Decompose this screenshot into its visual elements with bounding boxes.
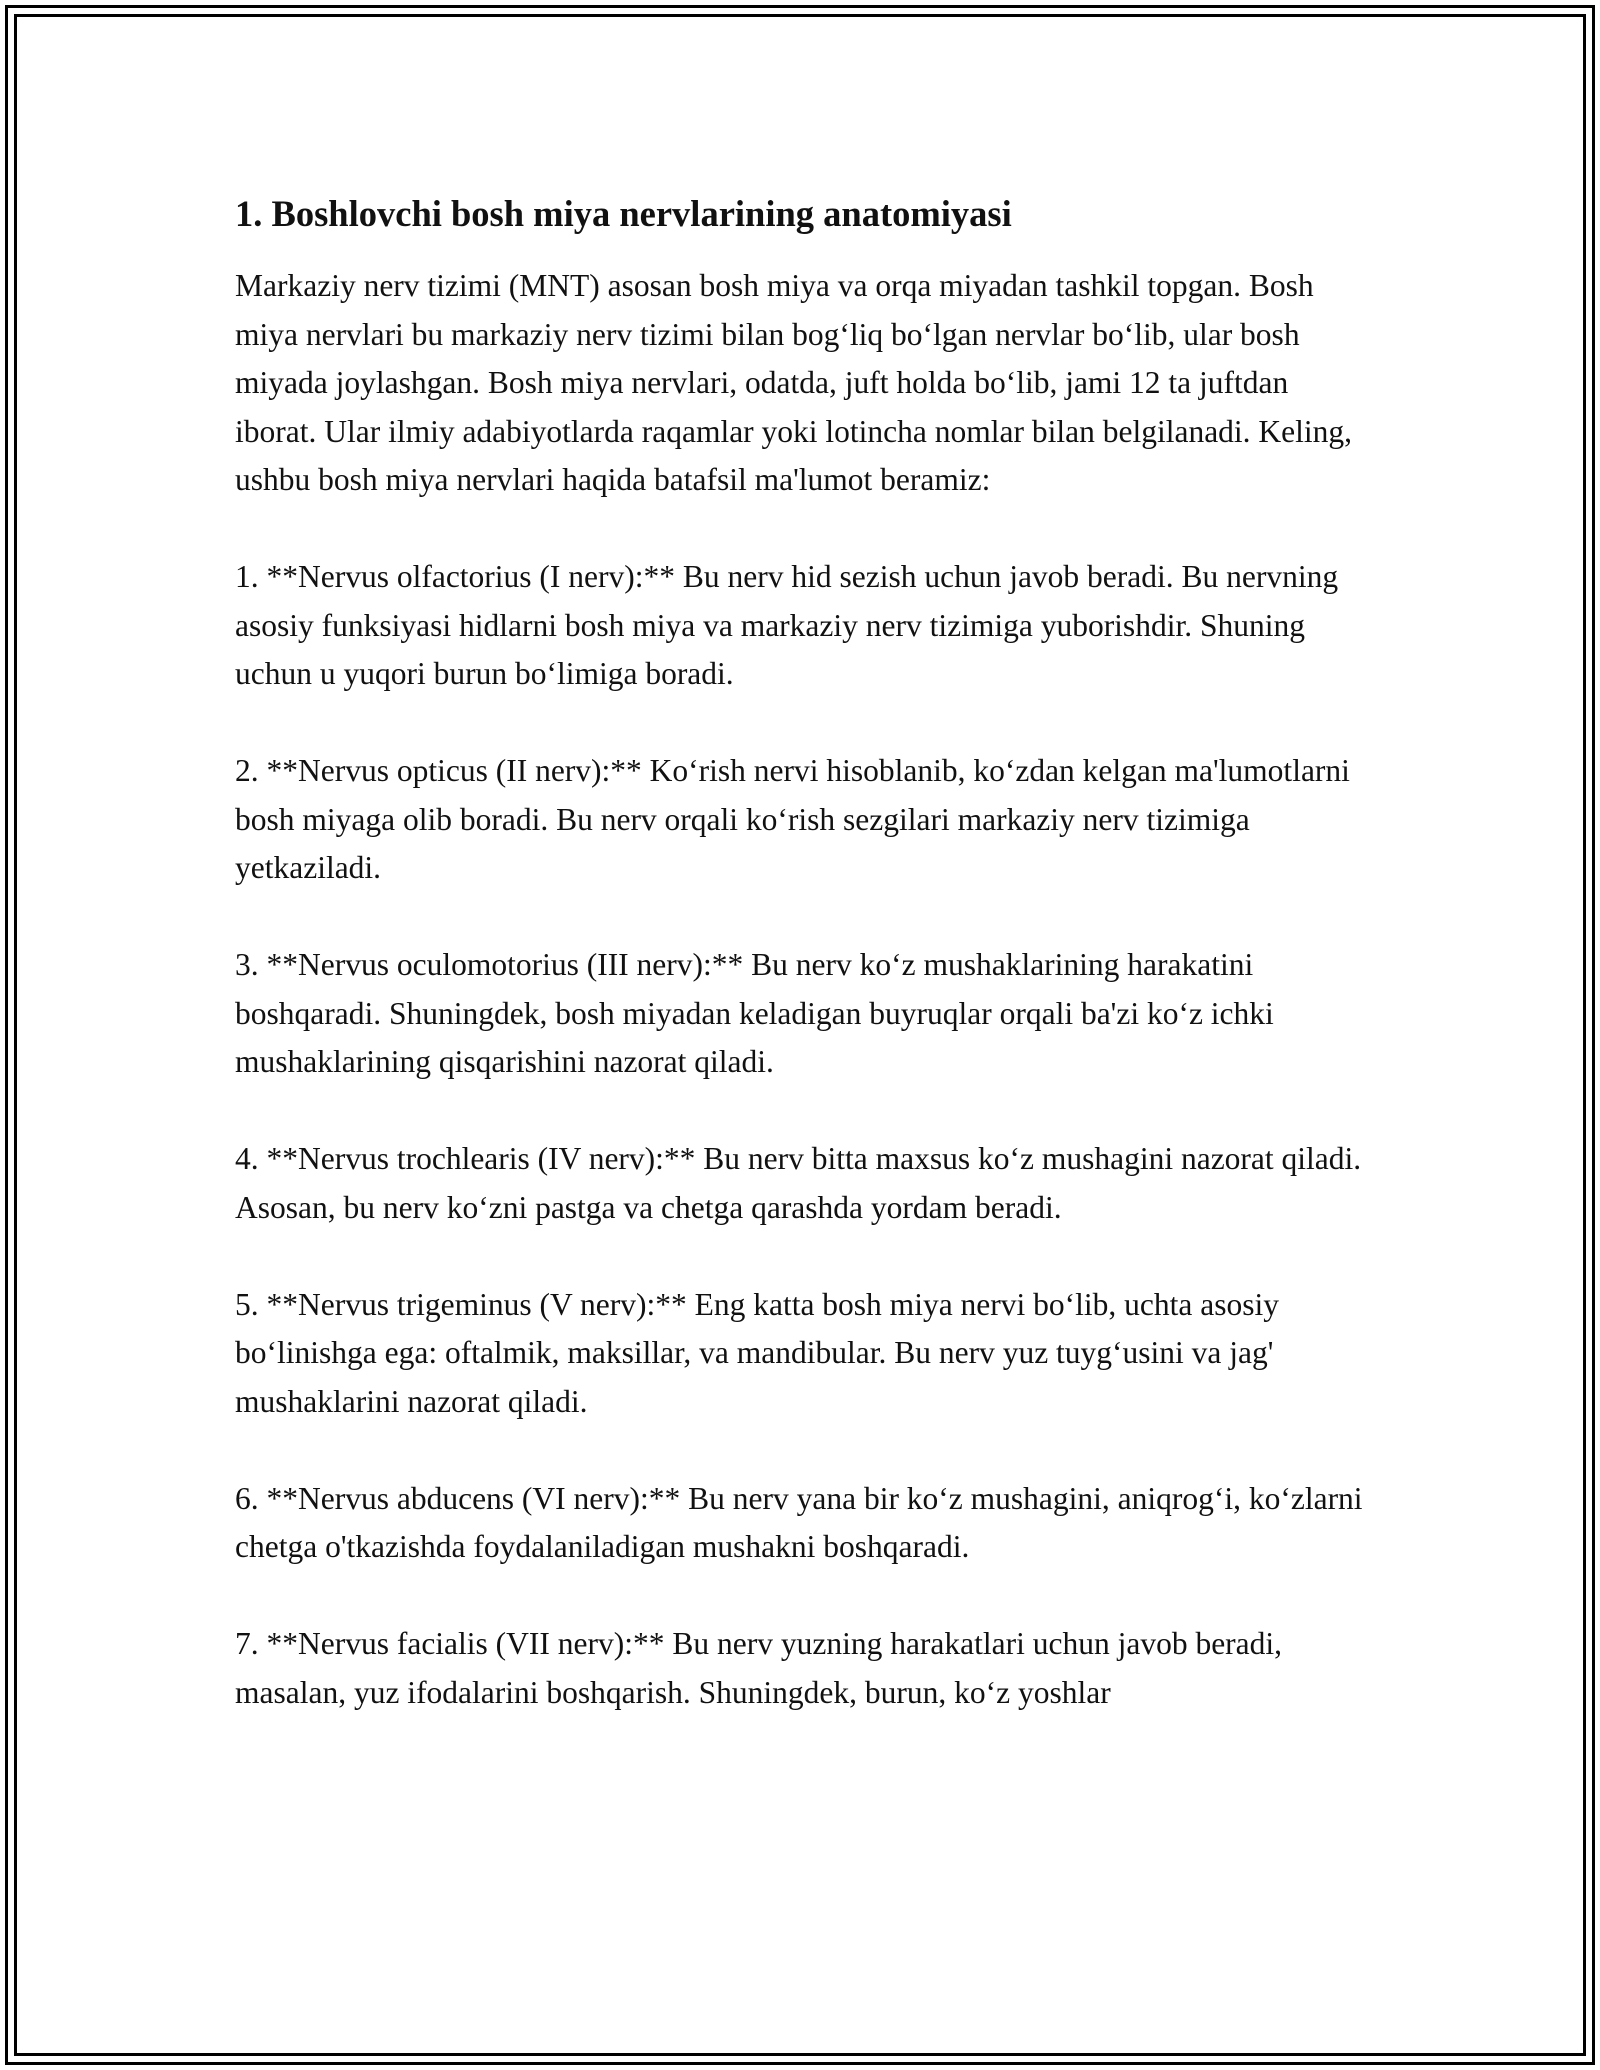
list-item-nerve-1: 1. **Nervus olfactorius (I nerv):** Bu nerv hid sezish uchun javob beradi. Bu nervning asosiy funksiyasi hidlarni bosh miya va markaziy nerv tizimiga yuborishdir. Shuning uchun u yuqori burun bo‘limiga boradi. <box>235 559 1339 691</box>
list-item-nerve-6: 6. **Nervus abducens (VI nerv):** Bu nerv yana bir ko‘z mushagini, aniqrog‘i, ko‘zlarni chetga o'tkazishda foydalaniladigan mushakni boshqaradi. <box>235 1480 1363 1564</box>
list-item-nerve-3: 3. **Nervus oculomotorius (III nerv):** Bu nerv ko‘z mushaklarining harakatini boshqaradi. Shuningdek, bosh miyadan keladigan buyruqlar orqali ba'zi ko‘z ichki mushaklarining qisqarishini nazorat qiladi. <box>235 947 1274 1079</box>
list-item-nerve-7: 7. **Nervus facialis (VII nerv):** Bu nerv yuzning harakatlari uchun javob beradi, masalan, yuz ifodalarini boshqarish. Shuningdek, burun, ko‘z yoshlar <box>235 1626 1283 1710</box>
document-body <box>235 188 1375 1717</box>
section-heading: 1. Boshlovchi bosh miya nervlarining anatomiyasi <box>235 193 1012 234</box>
list-item-nerve-4: 4. **Nervus trochlearis (IV nerv):** Bu nerv bitta maxsus ko‘z mushagini nazorat qiladi. Asosan, bu nerv ko‘zni pastga va chetga qarashda yordam beradi. <box>235 1141 1362 1225</box>
list-item-nerve-5: 5. **Nervus trigeminus (V nerv):** Eng katta bosh miya nervi bo‘lib, uchta asosiy bo‘linishga ega: oftalmik, maksillar, va mandibular. Bu nerv yuz tuyg‘usini va jag' mushaklarini nazorat qiladi. <box>235 1286 1279 1419</box>
list-item-nerve-2: 2. **Nervus opticus (II nerv):** Ko‘rish nervi hisoblanib, ko‘zdan kelgan ma'lumotlarni bosh miyaga olib boradi. Bu nerv orqali ko‘rish sezgilari markaziy nerv tizimiga yetkaziladi. <box>235 753 1350 885</box>
intro-paragraph: Markaziy nerv tizimi (MNT) asosan bosh miya va orqa miyadan tashkil topgan. Bosh miya nervlari bu markaziy nerv tizimi bilan bog‘liq bo‘lgan nervlar bo‘lib, ular bosh miyada joylashgan. Bosh miya nervlari, odatda, juft holda bo‘lib, jami 12 ta juftdan iborat. Ular ilmiy adabiyotlarda raqamlar yoki lotincha nomlar bilan belgilanadi. Keling, ushbu bosh miya nervlari haqida batafsil ma'lumot beramiz: <box>235 268 1353 497</box>
